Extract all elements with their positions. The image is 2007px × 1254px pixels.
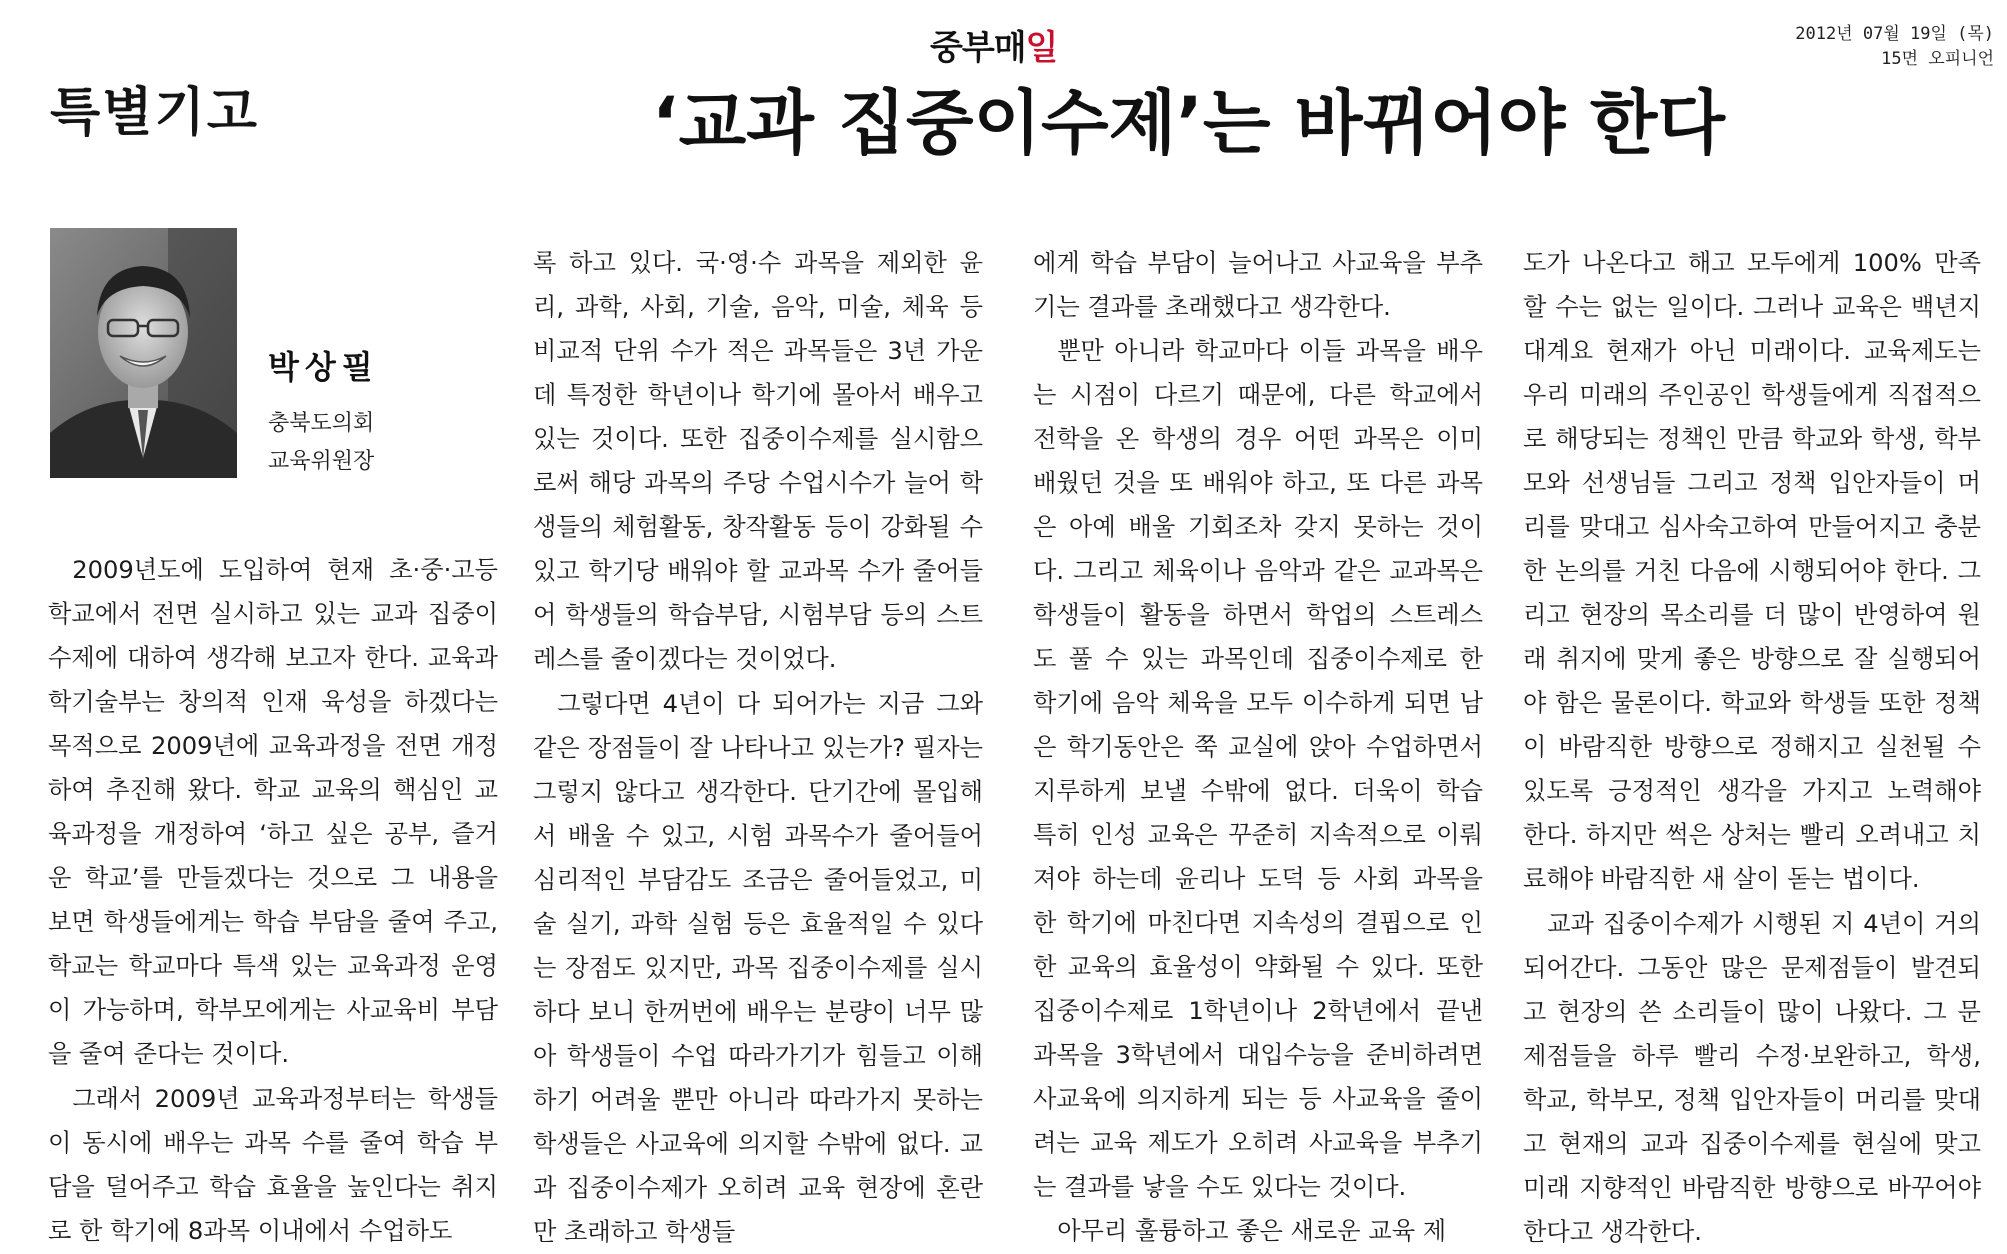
article-column-1 (48, 548, 498, 1253)
paragraph: 그렇다면 4년이 다 되어가는 지금 그와 같은 장점들이 잘 나타나고 있는가? 필자는 그렇지 않다고 생각한다. 단기간에 몰입해서 배울 수 있고, 시험 과목수가 줄어들어 심리적인 부담감도 조금은 줄어들었고, 미술 실기, 과학 실험 등은 효율적일 수 있다는 장점도 있지만, 과목 집중이수제를 실시하다 보니 한꺼번에 배우는 분량이 너무 많아 학생들이 수업 따라가기가 힘들고 이해하기 어려울 뿐만 아니라 따라가지 못하는 학생들은 사교육에 의지할 수밖에 없다. 교과 집중이수제가 오히려 교육 현장에 혼란만 초래하고 학생들 (533, 690, 983, 1246)
publication-date: 2012년 07월 19일 (목) (1795, 24, 1994, 44)
masthead-text: 중부매 (930, 28, 1026, 68)
paragraph: 록 하고 있다. 국·영·수 과목을 제외한 윤리, 과학, 사회, 기술, 음악, 미술, 체육 등 비교적 단위 수가 적은 과목들은 3년 가운데 특정한 학년이나 학기에 몰아서 배우고 있는 것이다. 또한 집중이수제를 실시함으로써 해당 과목의 주당 수업시수가 늘어 학생들의 체험활동, 창작활동 등이 강화될 수 있고 학기당 배워야 할 교과목 수가 줄어들어 학생들의 학습부담, 시험부담 등의 스트레스를 줄이겠다는 것이었다. (533, 249, 983, 673)
section-label: 특별기고 (50, 83, 259, 143)
article-column-2 (533, 241, 983, 1254)
paragraph: 에게 학습 부담이 늘어나고 사교육을 부추기는 결과를 초래했다고 생각한다. (1033, 249, 1483, 321)
page-section: 15면 오피니언 (1881, 49, 1994, 69)
paragraph: 2009년도에 도입하여 현재 초·중·고등학교에서 전면 실시하고 있는 교과 집중이수제에 대하여 생각해 보고자 한다. 교육과학기술부는 창의적 인재 육성을 하겠다는 목적으로 2009년에 교육과정을 전면 개정하여 추진해 왔다. 학교 교육의 핵심인 교육과정을 개정하여 ‘하고 싶은 공부, 즐거운 학교’를 만들겠다는 것으로 그 내용을 보면 학생들에게는 학습 부담을 줄여 주고, 학교는 학교마다 특색 있는 교육과정 운영이 가능하며, 학부모에게는 사교육비 부담을 줄여 준다는 것이다. (48, 556, 498, 1068)
paragraph: 도가 나온다고 해고 모두에게 100% 만족할 수는 없는 일이다. 그러나 교육은 백년지 대계요 현재가 아닌 미래이다. 교육제도는 우리 미래의 주인공인 학생들에게 직접적으로 해당되는 정책인 만큼 학교와 학생, 학부모와 선생님들 그리고 정책 입안자들이 머리를 맞대고 심사숙고하여 만들어지고 충분한 논의를 거친 다음에 시행되어야 한다. 그리고 현장의 목소리를 더 많이 반영하여 원래 취지에 맞게 좋은 방향으로 잘 실행되어야 함은 물론이다. 학교와 학생들 또한 정책이 바람직한 방향으로 정해지고 실천될 수 있도록 긍정적인 생각을 가지고 노력해야 한다. 하지만 썩은 상처는 빨리 오려내고 치료해야 바람직한 새 살이 돋는 법이다. (1523, 249, 1981, 893)
paragraph: 교과 집중이수제가 시행된 지 4년이 거의 되어간다. 그동안 많은 문제점들이 발견되고 현장의 쓴 소리들이 많이 나왔다. 그 문제점들을 하루 빨리 수정·보완하고, 학생, 학교, 학부모, 정책 입안자들이 머리를 맞대고 현재의 교과 집중이수제를 현실에 맞고 미래 지향적인 바람직한 방향으로 바꾸어야 한다고 생각한다. (1523, 910, 1981, 1246)
author-photo (50, 228, 237, 478)
article-headline: ‘교과 집중이수제’는 바뀌어야 한다 (652, 82, 1725, 164)
paragraph: 그래서 2009년 교육과정부터는 학생들이 동시에 배우는 과목 수를 줄여 학습 부담을 덜어주고 학습 효율을 높인다는 취지로 한 학기에 8과목 이내에서 수업하도 (48, 1085, 498, 1245)
dateline (1795, 22, 1994, 72)
paragraph: 아무리 훌륭하고 좋은 새로운 교육 제 (1057, 1217, 1447, 1245)
author-organization: 충북도의회 (268, 411, 375, 436)
paragraph: 뿐만 아니라 학교마다 이들 과목을 배우는 시점이 다르기 때문에, 다른 학교에서 전학을 온 학생의 경우 어떤 과목은 이미 배웠던 것을 또 배워야 하고, 또 다른 과목은 아예 배울 기회조차 갖지 못하는 것이다. 그리고 체육이나 음악과 같은 교과목은 학생들이 활동을 하면서 학업의 스트레스도 풀 수 있는 과목인데 집중이수제로 한 학기에 음악 체육을 모두 이수하게 되면 남은 학기동안은 쭉 교실에 앉아 수업하면서 지루하게 보낼 수밖에 없다. 더욱이 학습 특히 인성 교육은 꾸준히 지속적으로 이뤄져야 하는데 윤리나 도덕 등 사회 과목을 한 학기에 마친다면 지속성의 결핍으로 인한 교육의 효율성이 약화될 수 있다. 또한 집중이수제로 1학년이나 2학년에서 끝낸 과목을 3학년에서 대입수능을 준비하려면 사교육에 의지하게 되는 등 사교육을 줄이려는 교육 제도가 오히려 사교육을 부추기는 결과를 낳을 수도 있다는 것이다. (1033, 337, 1483, 1201)
author-name: 박상필 (268, 348, 379, 386)
article-column-4 (1523, 241, 1981, 1254)
author-role: 교육위원장 (268, 449, 375, 474)
author-portrait-image (50, 228, 237, 478)
article-column-3 (1033, 241, 1483, 1253)
newspaper-masthead (930, 20, 1090, 70)
masthead-accent-text: 일 (1025, 28, 1058, 68)
